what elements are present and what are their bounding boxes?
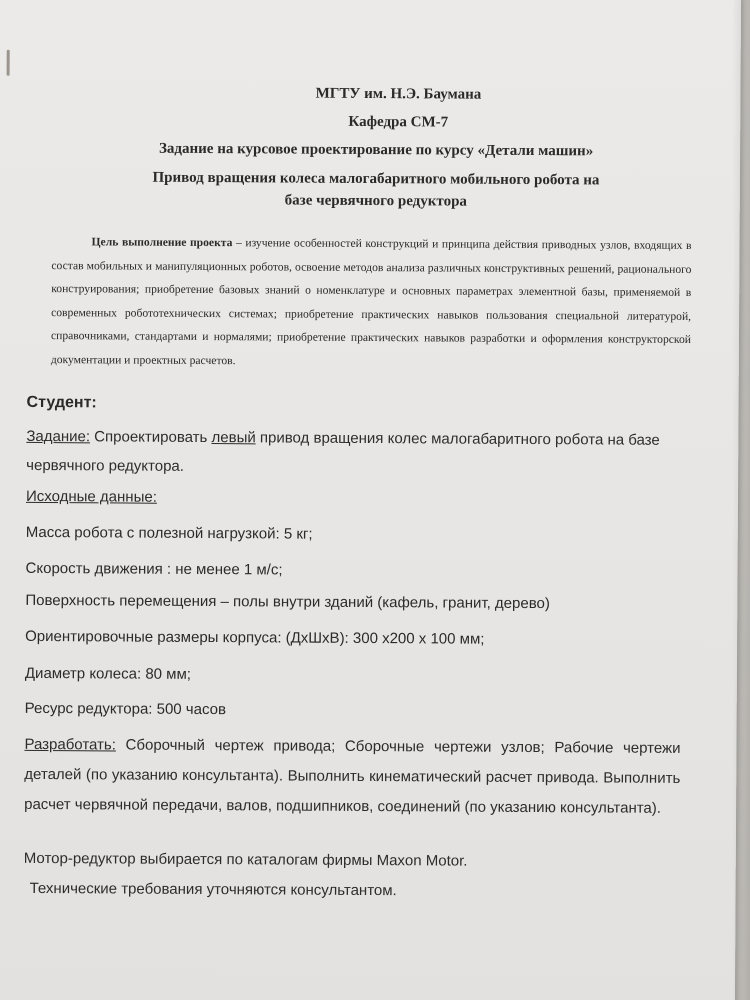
student-label: Студент:	[26, 393, 97, 412]
source-line-dimensions: Ориентировочные размеры корпуса: (ДхШхВ): 300 х200 х 100 мм;	[25, 627, 485, 648]
project-title-line2: базе червячного редуктора	[284, 192, 467, 210]
source-line-surface: Поверхность перемещения – полы внутри зданий (кафель, гранит, дерево)	[25, 591, 550, 613]
develop-text: Сборочный чертеж привода; Сборочные чертежи узлов; Рабочие чертежи деталей (по указанию консультанта). Выполнить кинематический расчет привода. Выполнить расчет червячной передачи, валов, подшипников, соединений (по указанию консультанта).	[24, 736, 681, 817]
source-line-wheel-diameter: Диаметр колеса: 80 мм;	[24, 664, 192, 683]
purpose-lead: Цель выполнение проекта	[91, 235, 233, 250]
task-heading: Задание на курсовое проектирование по курсу «Детали машин»	[158, 140, 594, 160]
page-edge-shadow	[732, 0, 750, 1000]
project-title-line1: Привод вращения колеса малогабаритного мобильного робота на	[152, 169, 600, 189]
motor-note: Мотор-редуктор выбирается по каталогам фирмы Maxon Motor.	[23, 849, 468, 870]
department-name: Кафедра СМ-7	[348, 113, 449, 131]
project-purpose	[51, 230, 692, 375]
source-line-gearbox-life: Ресурс редуктора: 500 часов	[24, 699, 227, 719]
develop-paragraph	[24, 730, 681, 824]
assignment-pre: Спроектировать	[89, 428, 212, 447]
assignment-post: привод вращения колес малогабаритного робота на базе червячного редуктора.	[26, 429, 660, 475]
purpose-text: – изучение особенностей конструкций и принципа действия приводных узлов, входящих в состав мобильных и манипуляционных роботов, освоение методов анализа различных конструктивных решений, рационального конструирования; приобретение базовых знаний о номенклатуре и основных параметрах элементной базы, применяемой в современных робототехнических системах; приобретение практических навыков пользования специальной литературой, справочниками, стандартами и нормалями; приобретение практических навыков разработки и оформления конструкторской документации и проектных расчетов.	[50, 236, 692, 367]
assignment-emphasis: левый	[211, 429, 256, 447]
source-data-label: Исходные данные:	[25, 487, 157, 506]
project-title	[56, 166, 696, 214]
assignment-paragraph	[26, 422, 686, 484]
develop-label: Разработать:	[24, 735, 116, 754]
university-name: МГТУ им. Н.Э. Баумана	[315, 85, 482, 103]
assignment-label: Задание:	[26, 427, 91, 446]
source-line-speed: Скорость движения : не менее 1 м/с;	[25, 559, 283, 579]
tech-requirements-note: Технические требования уточняются консультантом.	[29, 879, 397, 900]
source-line-mass: Масса робота с полезной нагрузкой: 5 кг;	[25, 523, 313, 543]
staple-mark	[7, 50, 10, 76]
